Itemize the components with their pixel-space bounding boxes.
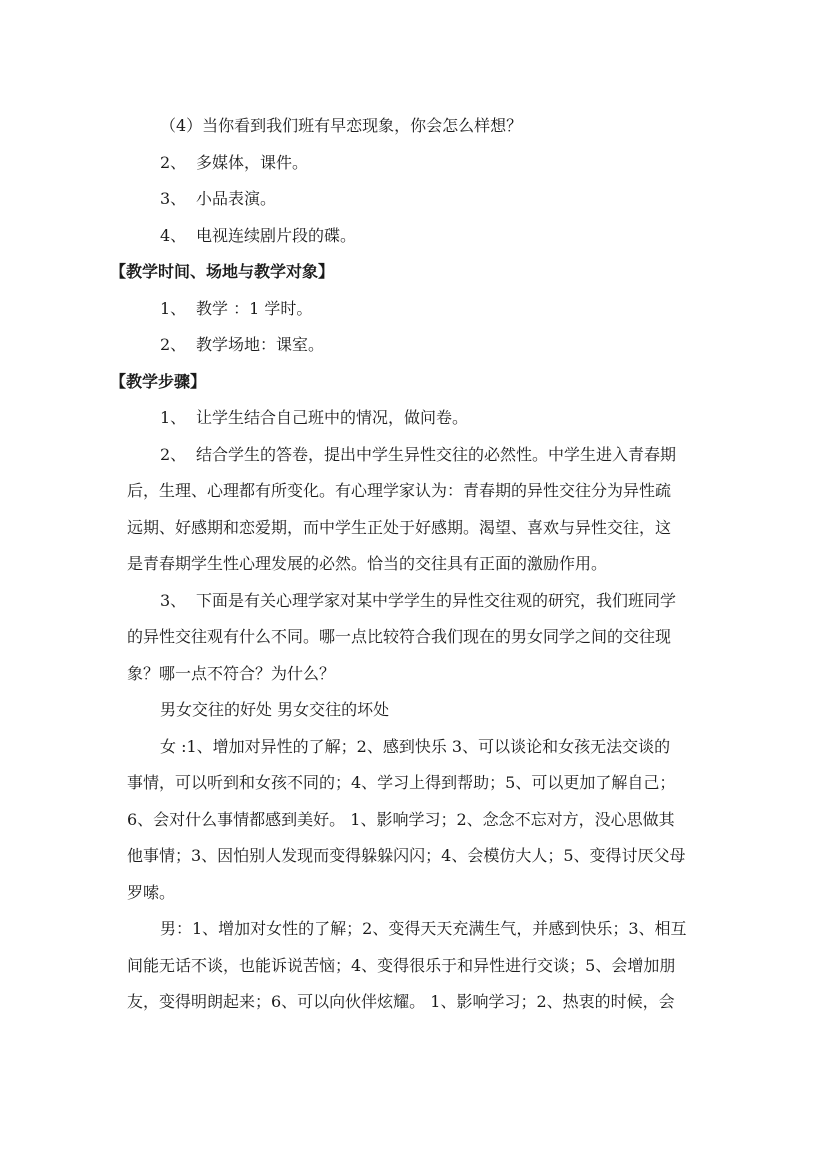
list-item	[127, 291, 707, 328]
list-number: 1、	[160, 298, 187, 318]
list-item	[127, 437, 707, 474]
text-line: 的异性交往观有什么不同。哪一点比较符合我们现在的男女同学之间的交往现	[127, 627, 672, 646]
list-text: 教学场地：课室。	[196, 335, 325, 354]
section-heading: 【教学步骤】	[110, 371, 207, 391]
text-line: 女 :1、增加对异性的了解；2、感到快乐 3、可以谈论和女孩无法交谈的	[160, 736, 671, 756]
list-text: 小品表演。	[196, 189, 277, 208]
text-line: 象？哪一点不符合？为什么？	[127, 663, 336, 683]
list-item	[127, 145, 707, 182]
section-heading: 【教学时间、场地与教学对象】	[110, 262, 335, 281]
text-line: 间能无话不谈，也能诉说苦恼；4、变得很乐于和异性进行交谈；5、会增加朋	[127, 955, 676, 975]
list-text: 电视连续剧片段的碟。	[196, 225, 357, 245]
list-number: 3、	[160, 590, 187, 610]
list-number: 2、	[160, 152, 187, 172]
list-item	[127, 181, 707, 218]
text-line: 6、会对什么事情都感到美好。 1、影响学习；2、念念不忘对方，没心思做其	[127, 809, 675, 829]
list-number: 3、	[160, 189, 187, 208]
text-line: 罗嗦。	[127, 882, 176, 902]
list-item	[127, 400, 707, 437]
text-line: 是青春期学生性心理发展的必然。恰当的交往具有正面的激励作用。	[127, 554, 608, 573]
list-text: 下面是有关心理学家对某中学学生的异性交往观的研究，我们班同学	[196, 590, 677, 610]
text-line: 后，生理、心理都有所变化。有心理学家认为：青春期的异性交往分为异性疏	[127, 481, 672, 500]
list-number: 1、	[160, 408, 187, 427]
list-number: 4、	[160, 225, 187, 245]
list-text: 让学生结合自己班中的情况，做问卷。	[196, 408, 469, 427]
list-number: 2、	[160, 444, 187, 464]
list-text: 多媒体，课件。	[196, 152, 309, 172]
text-line: 事情，可以听到和女孩不同的；4、学习上得到帮助；5、可以更加了解自己；	[127, 773, 676, 792]
text-line: 远期、好感期和恋爱期，而中学生正处于好感期。渴望、喜欢与异性交往，这	[127, 517, 672, 537]
list-text: 结合学生的答卷，提出中学生异性交往的必然性。中学生进入青春期	[196, 444, 677, 464]
text-line: （4）当你看到我们班有早恋现象，你会怎么样想？	[160, 116, 523, 135]
text-line: 友，变得明朗起来；6、可以向伙伴炫耀。 1、影响学习；2、热衷的时候，会	[127, 992, 675, 1011]
text-line: 他事情；3、因怕别人发现而变得躲躲闪闪；4、会模仿大人；5、变得讨厌父母	[127, 846, 686, 865]
list-item	[127, 583, 707, 620]
list-item	[127, 327, 707, 364]
text-line: 男女交往的好处 男女交往的坏处	[160, 700, 390, 719]
list-item	[127, 218, 707, 255]
list-text: 教学 ：1 学时。	[196, 298, 313, 318]
text-line: 男：1、增加对女性的了解；2、变得天天充满生气，并感到快乐；3、相互	[160, 919, 687, 938]
document-body	[110, 108, 707, 1021]
list-number: 2、	[160, 335, 187, 354]
